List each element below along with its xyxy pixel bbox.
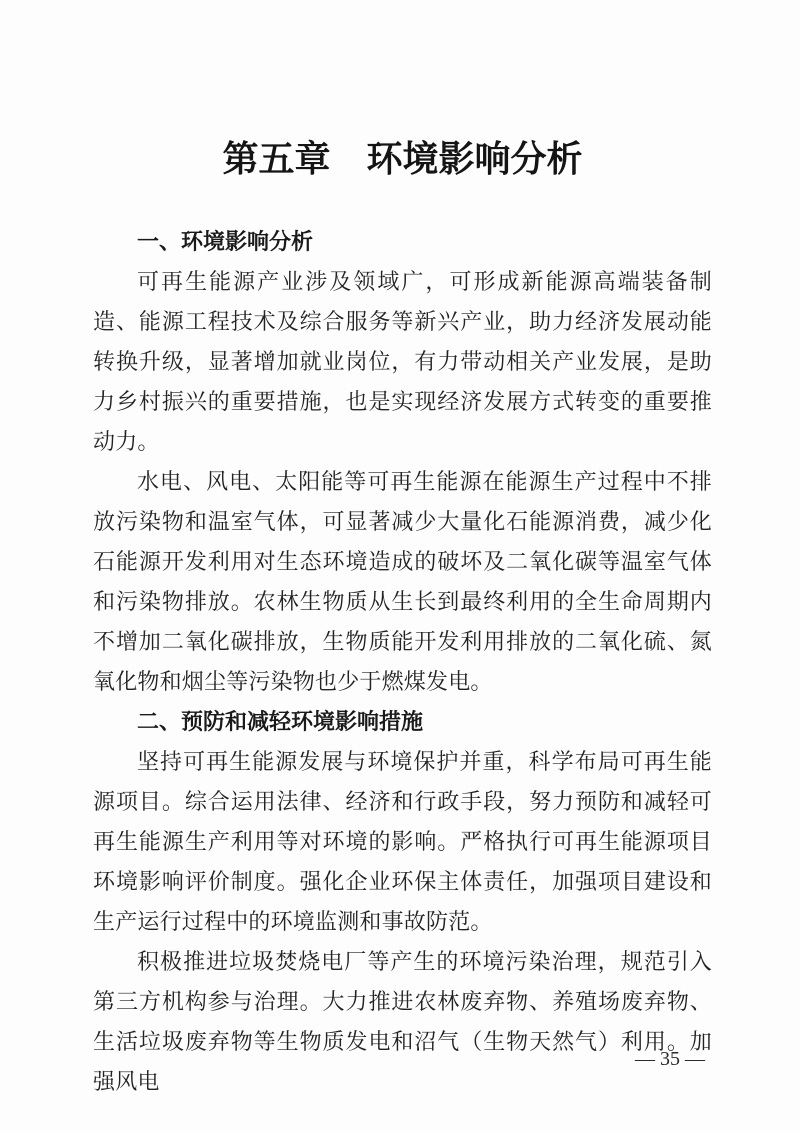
paragraph-1-2: 水电、风电、太阳能等可再生能源在能源生产过程中不排放污染物和温室气体，可显著减少大量化石能源消费，减少化石能源开发利用对生态环境造成的破坏及二氧化碳等温室气体和污染物排放。农林生物质从生长到最终利用的全生命周期内不增加二氧化碳排放，生物质能开发利用排放的二氧化硫、氮氧化物和烟尘等污染物也少于燃煤发电。 [93,469,712,694]
paragraph-2-1: 坚持可再生能源发展与环境保护并重，科学布局可再生能源项目。综合运用法律、经济和行政手段，努力预防和减轻可再生能源生产利用等对环境的影响。严格执行可再生能源项目环境影响评价制度。强化企业环保主体责任，加强项目建设和生产运行过程中的环境监测和事故防范。 [93,749,712,934]
page-number: — 35 — [635,1048,705,1070]
paragraph-2-2: 积极推进垃圾焚烧电厂等产生的环境污染治理，规范引入第三方机构参与治理。大力推进农林废弃物、养殖场废弃物、生活垃圾废弃物等生物质发电和沼气（生物天然气）利用。加强风电 [93,949,712,1094]
section-heading-1: 一、环境影响分析 [137,229,314,254]
paragraph-1-1: 可再生能源产业涉及领域广，可形成新能源高端装备制造、能源工程技术及综合服务等新兴产业，助力经济发展动能转换升级，显著增加就业岗位，有力带动相关产业发展，是助力乡村振兴的重要措施，也是实现经济发展方式转变的重要推动力。 [93,269,712,454]
chapter-title: 第五章 环境影响分析 [222,139,583,179]
section-heading-2: 二、预防和减轻环境影响措施 [137,709,424,734]
